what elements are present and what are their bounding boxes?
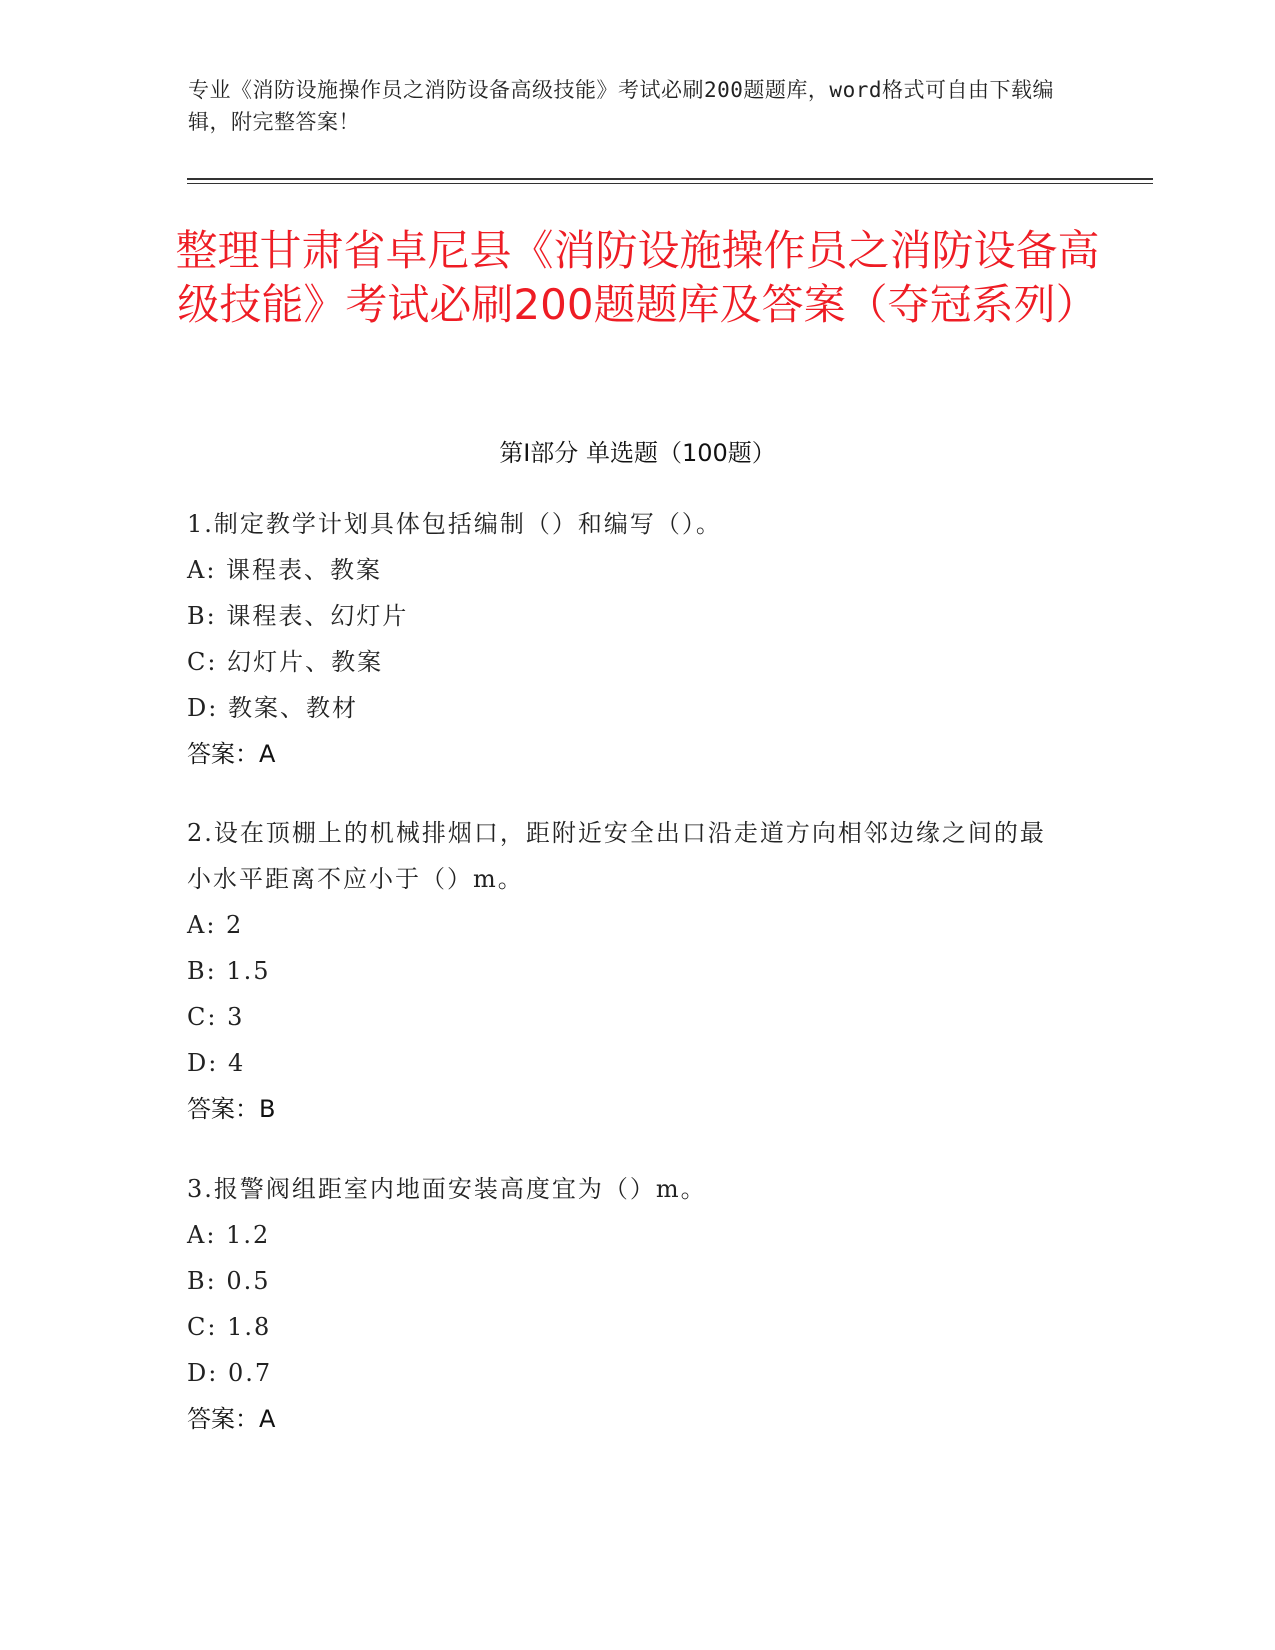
question-1 [187,501,1067,777]
option-a: A: 2 [187,911,244,939]
answer: 答案：A [187,1405,276,1433]
option-c: C: 幻灯片、教案 [187,648,384,676]
option-a: A: 课程表、教案 [187,556,383,584]
header-note: 专业《消防设施操作员之消防设备高级技能》考试必刷200题题库，word格式可自由下载编辑，附完整答案！ [188,78,1054,134]
question-stem: 2.设在顶棚上的机械排烟口，距附近安全出口沿走道方向相邻边缘之间的最小水平距离不应小于（）m。 [187,819,1046,893]
option-d: D: 教案、教材 [187,694,358,722]
question-stem: 3.报警阀组距室内地面安装高度宜为（）m。 [187,1175,707,1203]
option-b: B: 0.5 [187,1267,271,1295]
option-b: B: 课程表、幻灯片 [187,602,409,630]
question-3 [187,1166,1067,1442]
option-d: D: 0.7 [187,1359,273,1387]
question-2 [187,810,1067,1132]
option-c: C: 3 [187,1003,245,1031]
option-c: C: 1.8 [187,1313,272,1341]
answer: 答案：B [187,1095,276,1123]
question-stem: 1.制定教学计划具体包括编制（）和编写（）。 [187,510,722,538]
header-divider-thick [187,178,1153,180]
document-title: 整理甘肃省卓尼县《消防设施操作员之消防设备高级技能》考试必刷200题题库及答案（夺冠系列） [175,226,1100,329]
header-divider-thin [187,183,1153,184]
answer: 答案：A [187,740,276,768]
section-title: 第I部分 单选题（100题） [499,439,776,467]
option-b: B: 1.5 [187,957,271,985]
option-a: A: 1.2 [187,1221,271,1249]
option-d: D: 4 [187,1049,246,1077]
